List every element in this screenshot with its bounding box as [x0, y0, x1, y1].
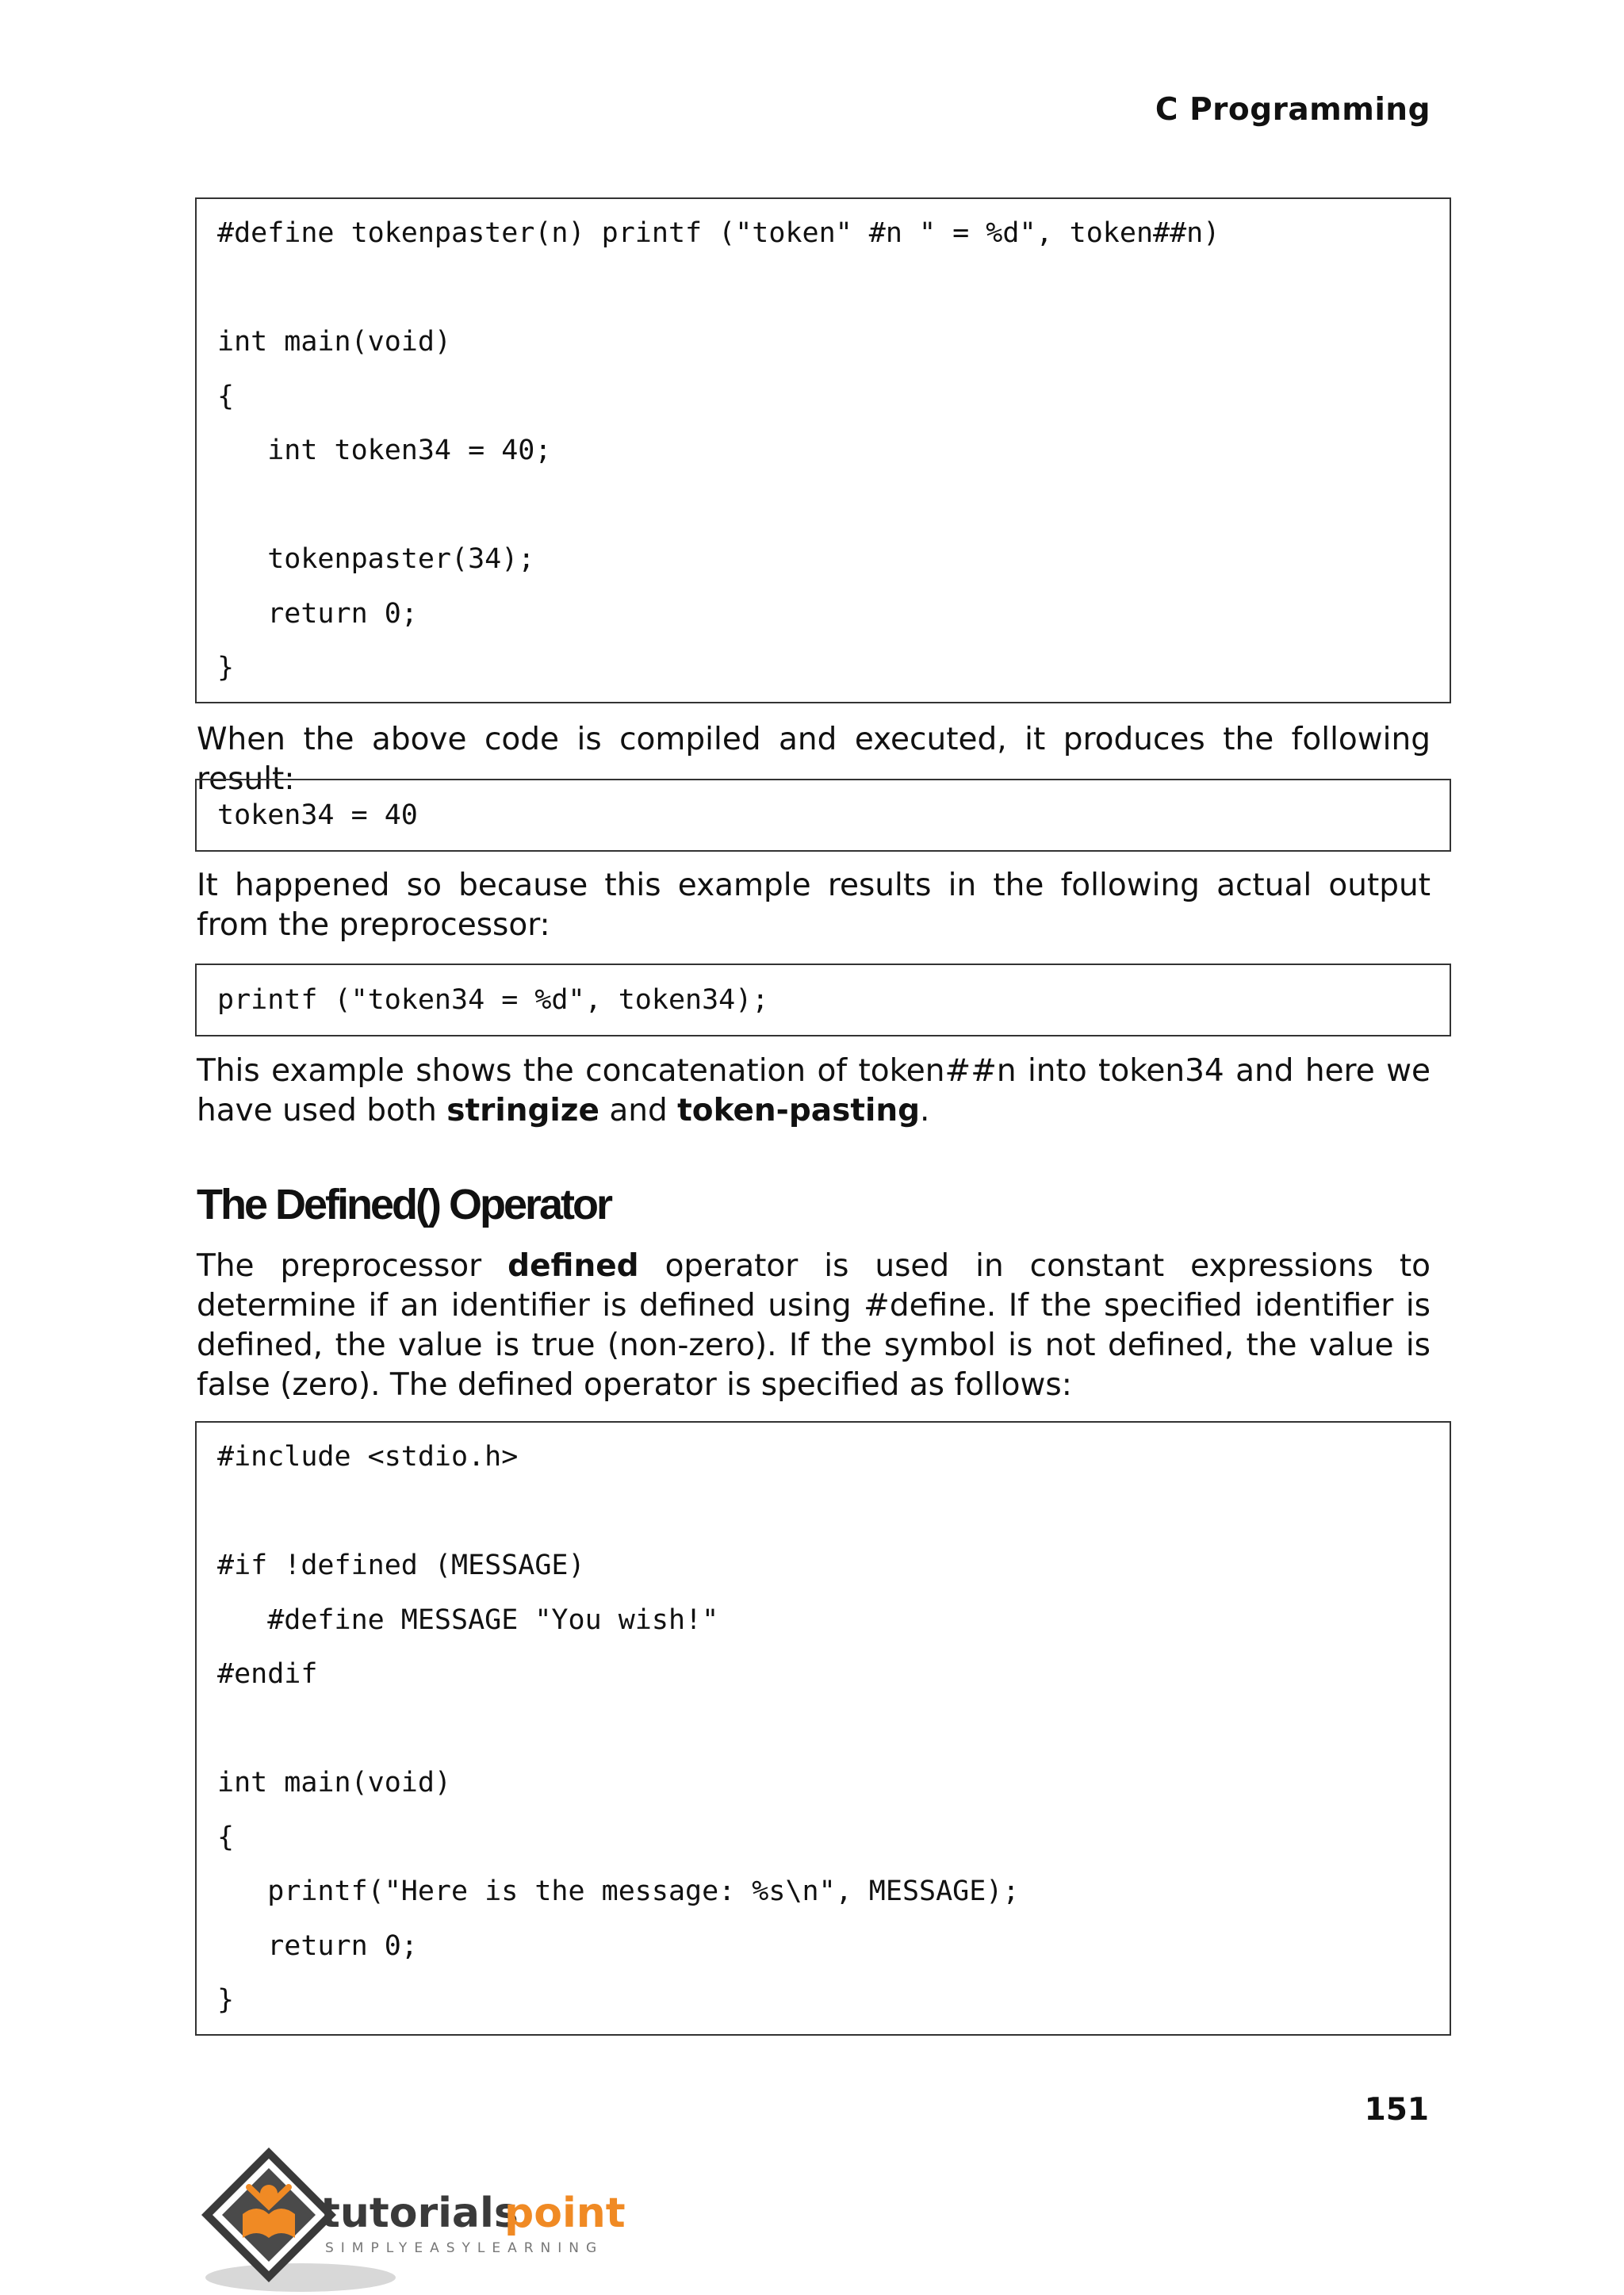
code-line: int main(void) [217, 1767, 452, 1799]
code-block-tokenpaster [195, 197, 1451, 703]
code-line: #define tokenpaster(n) printf ("token" #n " = %d", token##n) [217, 217, 1220, 249]
code-line: return 0; [217, 597, 418, 630]
code-line: printf("Here is the message: %s\n", MESSAGE); [217, 1875, 1020, 1907]
code-line [217, 261, 1429, 316]
concat-text-c: . [920, 1093, 930, 1128]
code-line: #endif [217, 1658, 318, 1690]
code-line: #if !defined (MESSAGE) [217, 1550, 585, 1581]
tutorialspoint-logo [193, 2141, 638, 2295]
code-block-output [195, 779, 1451, 852]
defined-text-b: operator is used in constant expressions to determine if an identifier is defined using #define. If the specified identifier is defined, the value is true (non-zero). If the symbol is not defined, the value is false (zero). The defined operator is specified as follows: [197, 1248, 1431, 1403]
code-line: } [217, 1984, 235, 2016]
code-line: #define MESSAGE "You wish!" [217, 1603, 719, 1636]
concat-text-a: This example shows the concatenation of token##n into token34 and here we have used both [197, 1053, 1431, 1128]
paragraph-defined-operator [197, 1247, 1431, 1405]
defined-text-a: The preprocessor [197, 1248, 508, 1284]
paragraph-concatenation [197, 1052, 1431, 1131]
paragraph-preprocessor-output: It happened so because this example results in the following actual output from the preprocessor: [197, 868, 1431, 943]
running-header: C Programming [1155, 92, 1431, 128]
code-line: int main(void) [217, 326, 452, 358]
code-line: { [217, 1821, 235, 1853]
logo-shadow [205, 2263, 396, 2292]
page-number: 151 [1364, 2092, 1429, 2128]
code-block-defined-example [195, 1421, 1451, 2036]
term-defined: defined [508, 1248, 639, 1284]
code-line: tokenpaster(34); [217, 543, 535, 575]
code-line: token34 = 40 [217, 799, 418, 831]
section-heading: The Defined() Operator [197, 1181, 611, 1228]
code-block-preprocessed [195, 964, 1451, 1036]
code-line: int token34 = 40; [217, 435, 552, 466]
code-line: } [217, 652, 235, 684]
code-line [217, 478, 1429, 533]
code-line [217, 1702, 1429, 1757]
logo-wordmark-tutorials: tutorials [320, 2190, 519, 2237]
logo-wordmark-point: point [504, 2190, 626, 2237]
logo-tagline: SIMPLYEASYLEARNING [325, 2240, 604, 2256]
code-line: { [217, 380, 235, 412]
paragraph-result-intro: When the above code is compiled and executed, it produces the following result: [197, 722, 1431, 797]
code-line [217, 1485, 1429, 1539]
term-stringize: stringize [446, 1093, 599, 1128]
code-line: return 0; [217, 1929, 418, 1962]
term-token-pasting: token-pasting [677, 1093, 921, 1128]
concat-text-b: and [599, 1093, 678, 1128]
code-line: #include <stdio.h> [217, 1441, 519, 1473]
code-line: printf ("token34 = %d", token34); [217, 984, 769, 1016]
